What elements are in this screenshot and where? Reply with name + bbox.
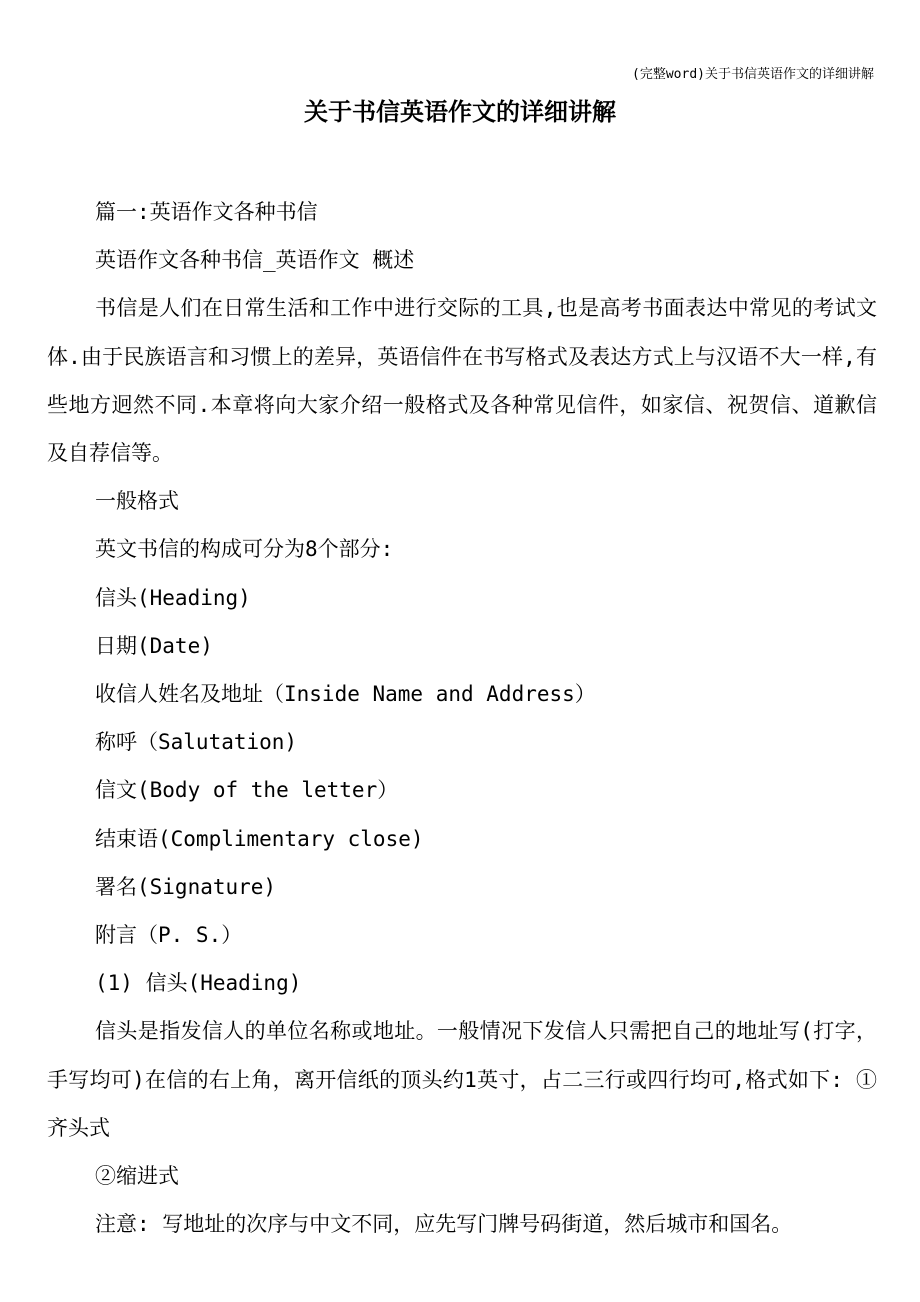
heading-description-paragraph: 信头是指发信人的单位名称或地址。一般情况下发信人只需把自己的地址写(打字，手写均可)在信的右上角，离开信纸的顶头约1英寸，占二三行或四行均可,格式如下: ①齐头式: [47, 1019, 877, 1140]
subtitle-paragraph: 英语作文各种书信_英语作文 概述: [95, 248, 415, 273]
part-item-heading: 信头(Heading): [95, 585, 251, 610]
running-header: (完整word)关于书信英语作文的详细讲解: [632, 67, 874, 82]
general-format-heading: 一般格式: [95, 489, 179, 514]
indented-style-label: ②缩进式: [95, 1164, 179, 1189]
part-item-inside-address: 收信人姓名及地址（Inside Name and Address）: [95, 682, 596, 707]
part-item-date: 日期(Date): [95, 633, 213, 658]
heading-section-title: (1) 信头(Heading): [95, 971, 302, 996]
document-title: 关于书信英语作文的详细讲解: [304, 98, 616, 126]
intro-paragraph: 书信是人们在日常生活和工作中进行交际的工具,也是高考书面表达中常见的考试文体.由于民族语言和习惯上的差异，英语信件在书写格式及表达方式上与汉语不大一样,有些地方迥然不同.本章将向大家介绍一般格式及各种常见信件，如家信、祝贺信、道歉信及自荐信等。: [47, 296, 877, 466]
section-heading: 篇一:英语作文各种书信: [95, 200, 318, 224]
part-item-salutation: 称呼（Salutation): [95, 730, 298, 755]
part-item-body: 信文(Body of the letter）: [95, 778, 399, 803]
part-item-signature: 署名(Signature): [95, 874, 277, 899]
part-item-ps: 附言（P. S.）: [95, 923, 243, 948]
parts-intro-paragraph: 英文书信的构成可分为8个部分:: [95, 537, 394, 562]
document-body: [47, 188, 877, 1248]
part-item-complimentary-close: 结束语(Complimentary close): [95, 826, 424, 851]
address-order-note: 注意: 写地址的次序与中文不同，应先写门牌号码街道，然后城市和国名。: [95, 1212, 793, 1237]
